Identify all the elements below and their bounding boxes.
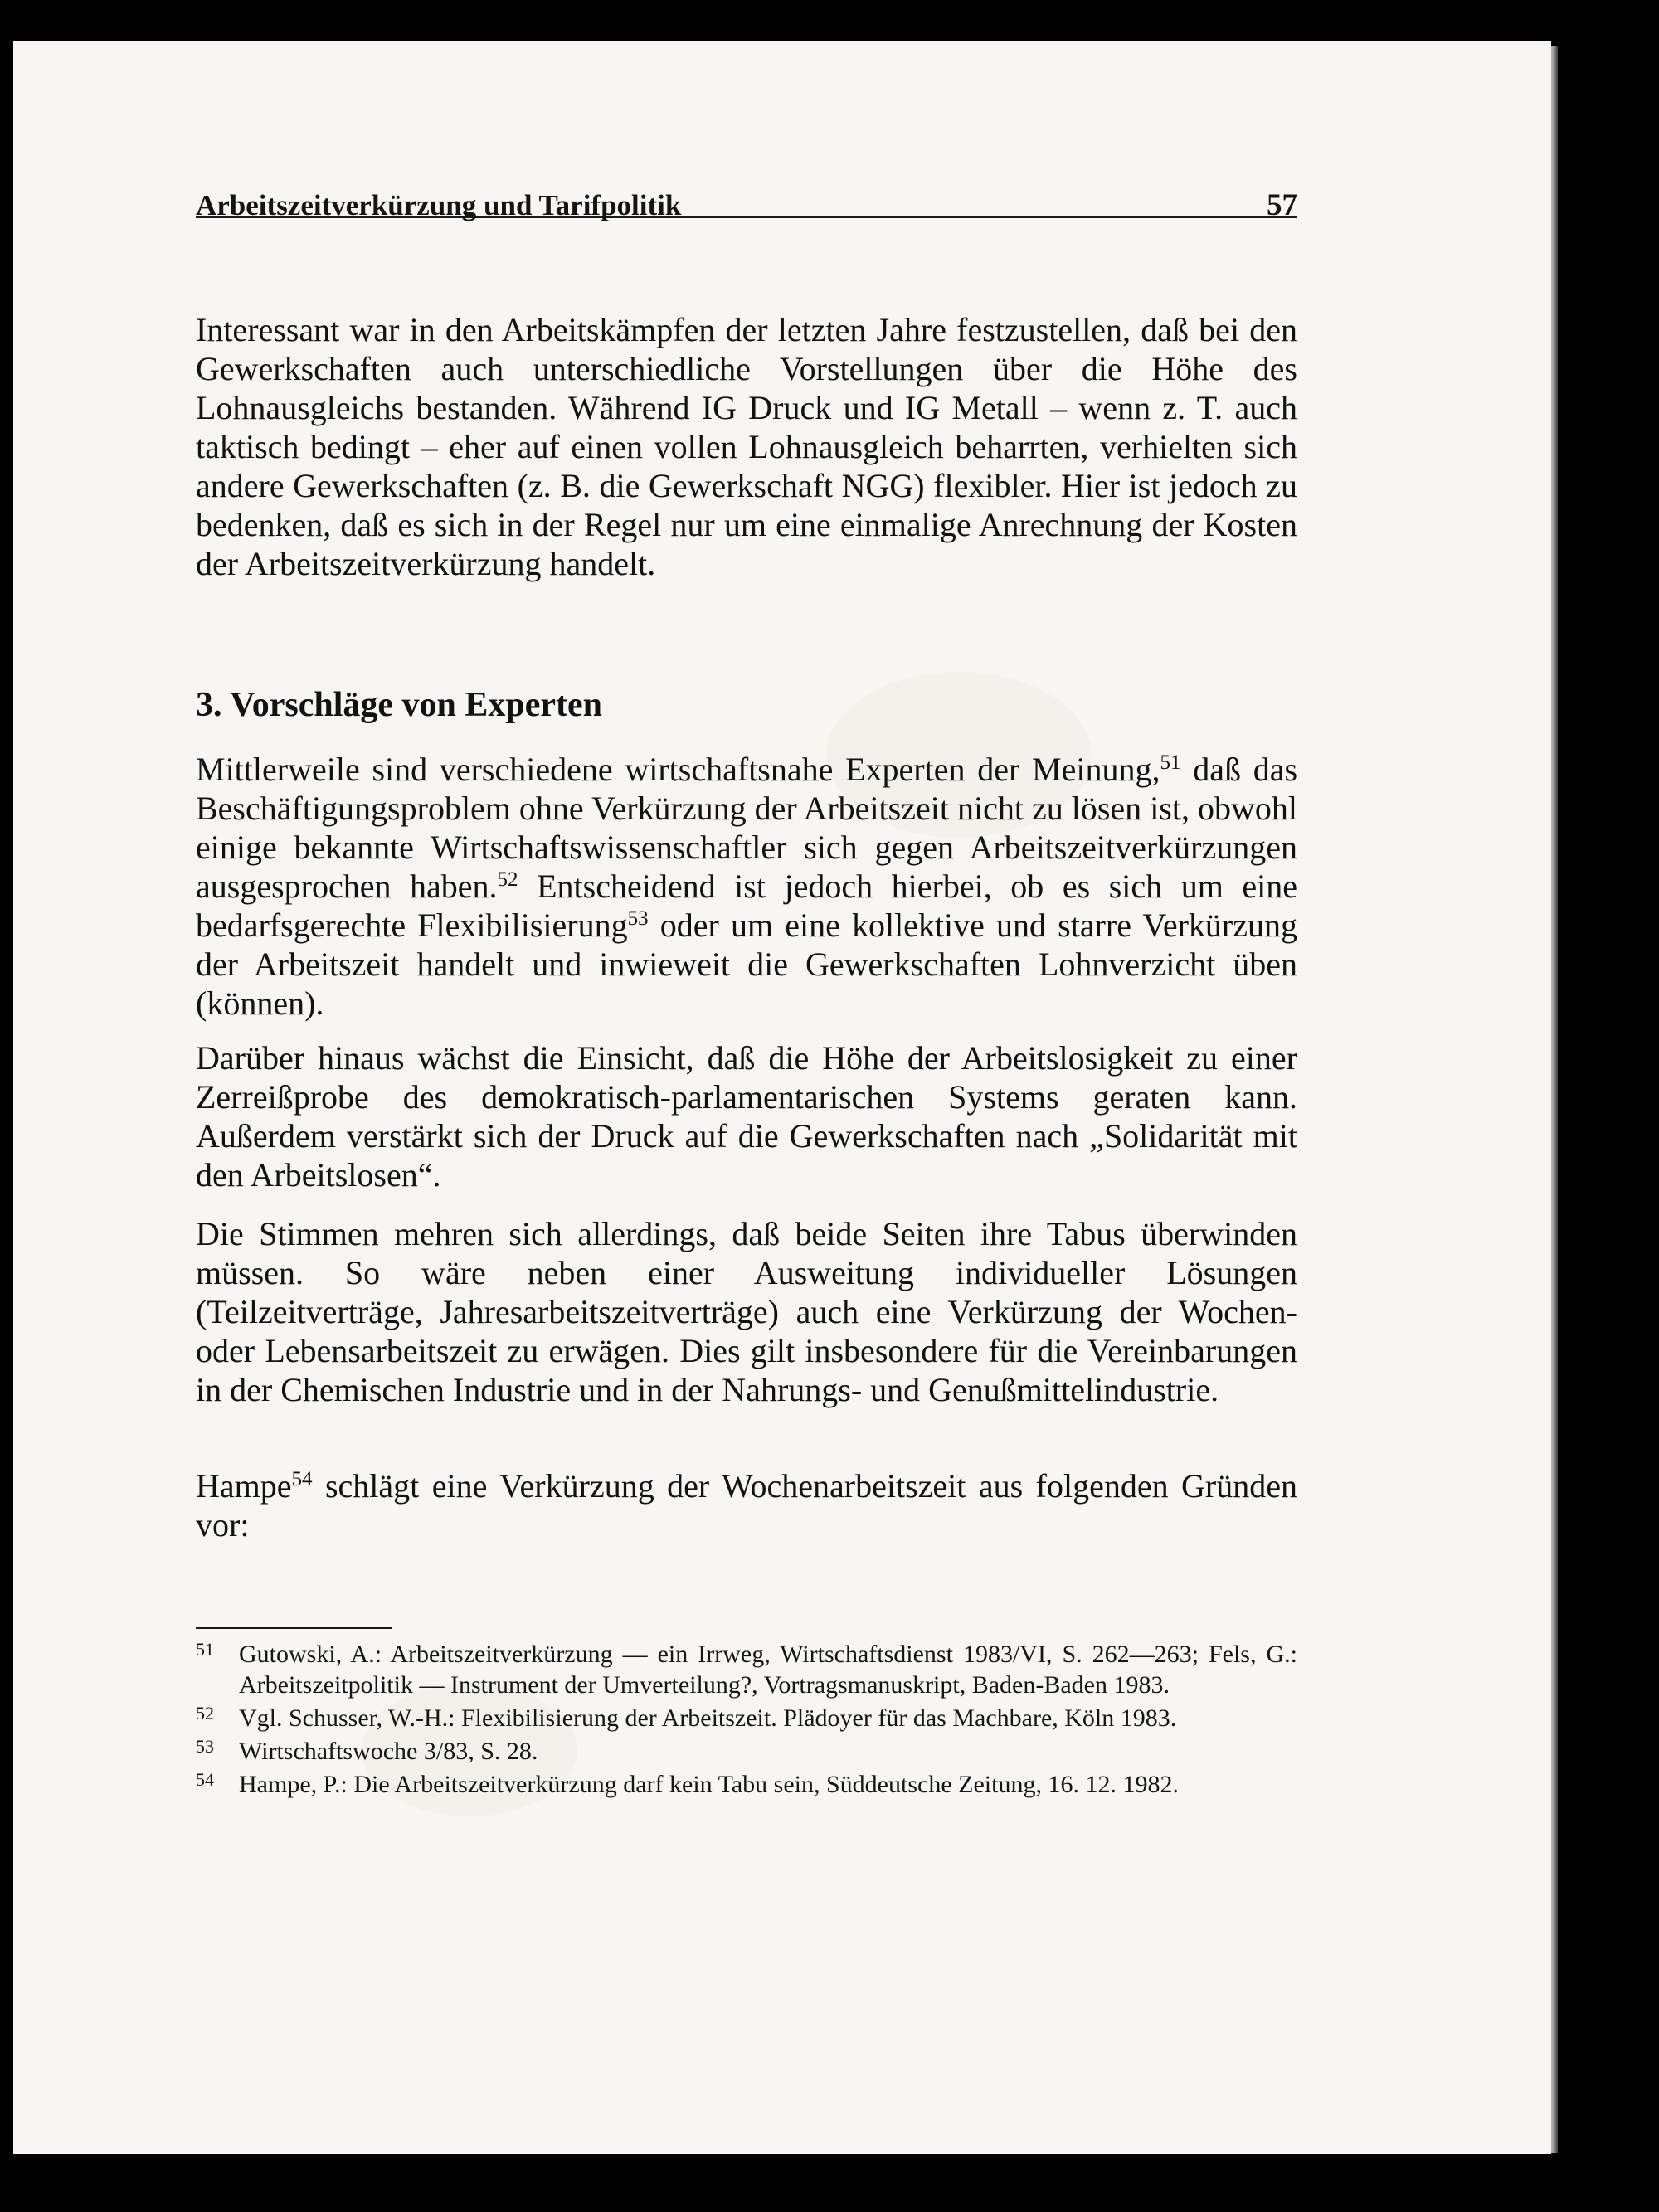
footnote-text: Hampe, P.: Die Arbeitszeitverkürzung darf kein Tabu sein, Süddeutsche Zeitung, 16. 12. 1982. xyxy=(239,1771,1179,1798)
paragraph-text: Mittlerweile sind verschiedene wirtschaftsnahe Experten der Meinung, xyxy=(196,751,1160,788)
footnote-ref-53: 53 xyxy=(627,907,649,930)
paragraph-text: schlägt eine Verkürzung der Wochenarbeitszeit aus folgenden Gründen vor: xyxy=(196,1467,1297,1544)
footnote-51 xyxy=(196,1639,1297,1700)
footnote-number: 54 xyxy=(196,1769,214,1790)
footnote-text: Wirtschaftswoche 3/83, S. 28. xyxy=(239,1738,538,1765)
footnote-number: 53 xyxy=(196,1736,214,1757)
paragraph-hampe xyxy=(196,1466,1297,1544)
footnote-ref-51: 51 xyxy=(1160,751,1181,774)
footnote-number: 51 xyxy=(196,1639,214,1660)
paragraph-text: Darüber hinaus wächst die Einsicht, daß die Höhe der Arbeitslosigkeit zu einer Zerreißprobe des demokratisch-parlamentarischen Systems geraten kann. Außerdem verstärkt sich der Druck auf die Gewerkschaften nach „Solidarität mit den Arbeitslosen“. xyxy=(196,1039,1297,1194)
paragraph-experten xyxy=(196,750,1297,1023)
paragraph-text: Die Stimmen mehren sich allerdings, daß beide Seiten ihre Tabus überwinden müssen. So wäre neben einer Ausweitung individueller Lösungen (Teilzeitverträge, Jahresarbeitszeitverträge) auch eine Verkürzung der Wochen- oder Lebensarbeitszeit zu erwägen. Dies gilt insbesondere für die Vereinbarungen in der Chemischen Industrie und in der Nahrungs- und Genußmittelindustrie. xyxy=(196,1215,1297,1408)
section-heading: 3. Vorschläge von Experten xyxy=(196,686,603,724)
footnote-53 xyxy=(196,1736,1297,1767)
footnote-ref-54: 54 xyxy=(291,1468,313,1490)
paragraph-einsicht xyxy=(196,1038,1297,1194)
running-head: Arbeitszeitverkürzung und Tarifpolitik 57 xyxy=(196,163,1297,218)
paragraph-text: Hampe xyxy=(196,1467,292,1505)
footnote-ref-52: 52 xyxy=(497,868,518,891)
paragraph-text: oder um eine kollektive und starre Verkürzung der Arbeitszeit handelt und inwieweit die Gewerkschaften Lohnverzicht üben (können). xyxy=(196,907,1298,1022)
footnote-text: Vgl. Schusser, W.-H.: Flexibilisierung der Arbeitszeit. Plädoyer für das Machbare, Köln 1983. xyxy=(239,1704,1177,1732)
paragraph-lohnausgleich xyxy=(196,310,1297,583)
footnote-text: Gutowski, A.: Arbeitszeitverkürzung — ein Irrweg, Wirtschaftsdienst 1983/VI, S. 262—263; Fels, G.: Arbeitszeitpolitik — Instrument der Umverteilung?, Vortragsmanuskript, Baden-Baden 1983. xyxy=(239,1641,1297,1699)
paragraph-text: Interessant war in den Arbeitskämpfen der letzten Jahre festzustellen, daß bei den Gewerkschaften auch unterschiedliche Vorstellungen über die Höhe des Lohnausgleichs bestanden. Während IG Druck und IG Metall – wenn z. T. auch taktisch bedingt – eher auf einen vollen Lohnausgleich beharrten, verhielten sich andere Gewerkschaften (z. B. die Gewerkschaft NGG) flexibler. Hier ist jedoch zu bedenken, daß es sich in der Regel nur um eine einmalige Anrechnung der Kosten der Arbeitszeitverkürzung handelt. xyxy=(196,311,1297,582)
paragraph-tabus xyxy=(196,1214,1297,1409)
footnote-54 xyxy=(196,1769,1297,1800)
footnote-rule xyxy=(196,1627,392,1629)
footnote-number: 52 xyxy=(196,1703,214,1723)
paragraph-text: Entscheidend ist jedoch hierbei, ob es sich um eine bedarfsgerechte Flexibilisierung xyxy=(196,868,1297,944)
footnotes xyxy=(196,1639,1297,1802)
paragraph-text: daß das Beschäftigungsproblem ohne Verkürzung der Arbeitszeit nicht zu lösen ist, obwohl einige bekannte Wirtschaftswissenschaftler sich gegen Arbeitszeitverkürzungen ausgesprochen haben. xyxy=(196,751,1298,905)
footnote-52 xyxy=(196,1703,1297,1733)
